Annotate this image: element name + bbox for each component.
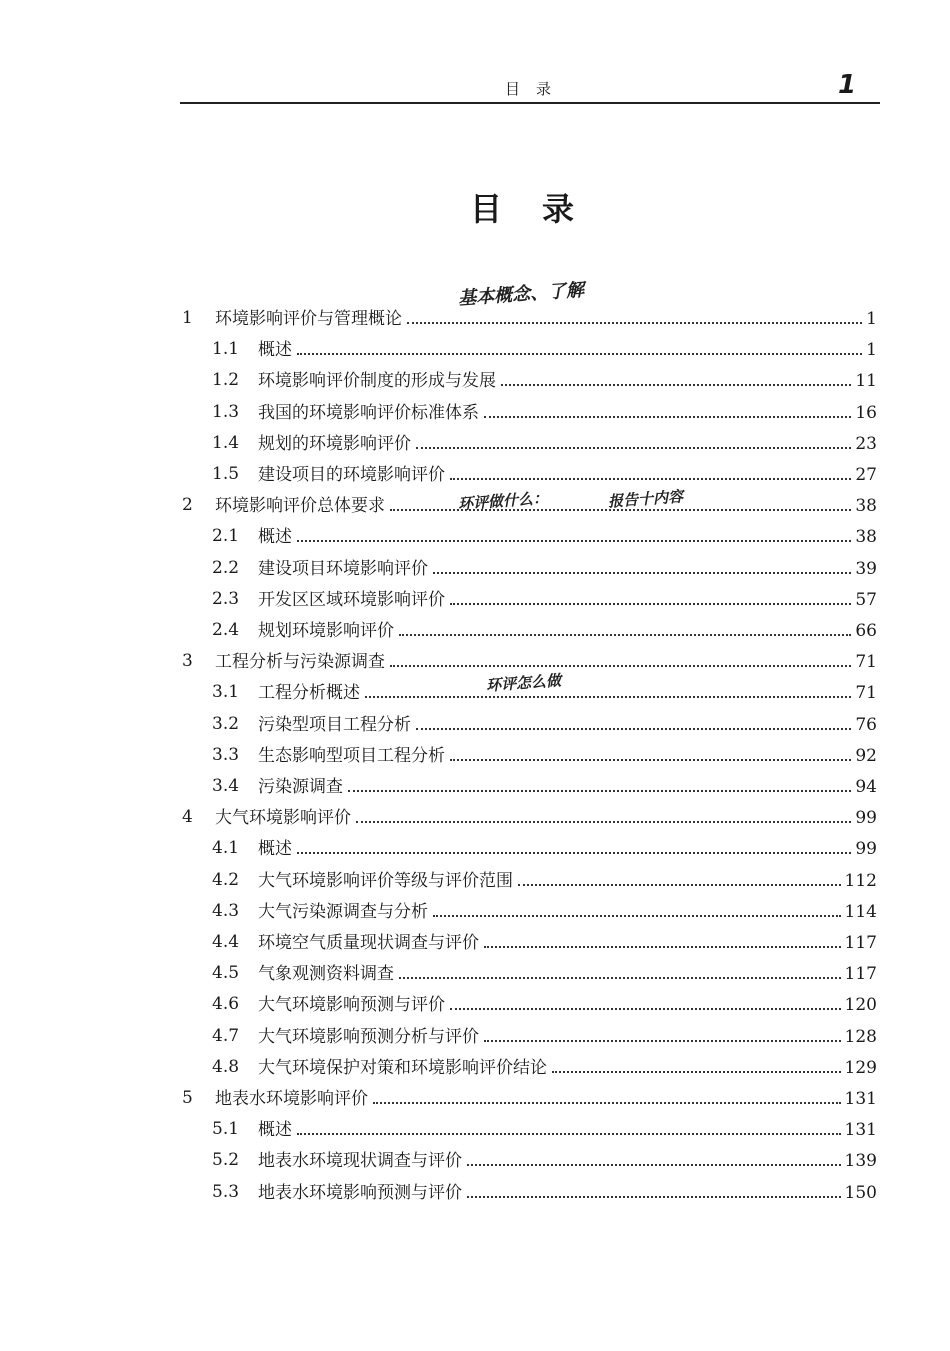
page-title: 目录 [470,190,615,228]
toc-entry-number: 2.3 [212,588,240,609]
toc-page-number: 27 [855,465,877,485]
toc-entry-number: 1.5 [212,464,240,484]
toc-entry-number: 5.2 [212,1150,240,1171]
toc-page-number: 66 [855,621,877,641]
toc-page-number: 71 [855,652,877,673]
toc-page-number: 150 [844,1182,877,1203]
toc-leader-dots [518,866,841,886]
toc-page-number: 92 [855,745,877,766]
toc-leader-dots [501,366,851,386]
toc-entry-title: 地表水环境现状调查与评价 [258,1151,462,1172]
toc-leader-dots [450,585,851,605]
toc-entry-number: 5 [182,1088,193,1108]
toc-chapter-row[interactable] [0,647,950,675]
toc-page-number: 114 [844,901,877,922]
toc-leader-dots [297,335,862,355]
toc-entry-title: 建设项目的环境影响评价 [258,465,445,485]
toc-entry-number: 2.1 [212,526,240,547]
toc-entry-title: 规划环境影响评价 [258,621,394,641]
toc-entry-number: 4.7 [212,1025,240,1046]
toc-entry-number: 1.3 [212,401,240,422]
toc-section-row[interactable] [0,741,950,769]
toc-entry-line [258,1053,877,1082]
toc-entry-line [258,866,877,895]
toc-section-row[interactable] [0,366,950,394]
toc-leader-dots [467,1178,841,1198]
toc-entry-title: 环境影响评价制度的形成与发展 [258,371,496,392]
toc-entry-line [258,522,877,551]
toc-entry-line [258,959,877,988]
toc-entry-number: 1.2 [212,370,240,391]
toc-leader-dots [407,304,862,324]
toc-entry-number: 2.2 [212,557,240,578]
toc-entry-number: 3.1 [212,682,240,703]
toc-entry-title: 工程分析与污染源调查 [215,652,385,673]
toc-entry-title: 大气环境影响评价 [215,808,351,829]
toc-page-number: 38 [855,527,877,548]
toc-entry-title: 概述 [258,340,292,361]
toc-leader-dots [450,741,851,761]
toc-section-row[interactable] [0,834,950,862]
toc-entry-number: 4 [182,807,193,828]
toc-entry-line [258,460,877,489]
toc-page-number: 39 [855,558,877,579]
toc-leader-dots [356,803,851,823]
toc-entry-title: 环境影响评价总体要求 [215,496,385,517]
handwritten-note: 基本概念、了解 [457,279,585,310]
toc-entry-title: 我国的环境影响评价标准体系 [258,402,479,423]
toc-entry-number: 4.2 [212,869,240,890]
toc-leader-dots [297,1115,841,1135]
toc-chapter-row[interactable] [0,1084,950,1112]
toc-entry-title: 规划的环境影响评价 [258,433,411,454]
toc-section-row[interactable] [0,897,950,925]
toc-entry-title: 地表水环境影响评价 [215,1089,368,1109]
toc-section-row[interactable] [0,398,950,426]
toc-page-number: 16 [855,402,877,423]
toc-leader-dots [467,1146,841,1166]
toc-entry-number: 3.4 [212,776,240,796]
toc-page-number: 38 [855,496,877,517]
toc-section-row[interactable] [0,710,950,738]
toc-entry-number: 1.1 [212,339,240,360]
toc-leader-dots [373,1084,841,1104]
toc-entry-line [258,678,877,707]
toc-entry-number: 3.3 [212,744,240,765]
toc-entry-title: 地表水环境影响预测与评价 [258,1182,462,1203]
toc-entry-title: 环境影响评价与管理概论 [215,309,402,329]
toc-entry-line [258,741,877,770]
toc-entry-number: 4.6 [212,994,240,1015]
toc-page-number: 131 [844,1089,877,1109]
toc-entry-line [258,710,877,739]
toc-entry-line [258,990,877,1019]
toc-entry-number: 4.4 [212,932,240,952]
toc-section-row[interactable] [0,460,950,488]
toc-entry-line [258,834,877,863]
toc-entry-title: 生态影响型项目工程分析 [258,745,445,766]
toc-leader-dots [552,1053,841,1073]
toc-entry-title: 大气环境影响评价等级与评价范围 [258,870,513,891]
toc-section-row[interactable] [0,1146,950,1174]
toc-entry-number: 5.1 [212,1119,240,1140]
toc-page-number: 94 [855,777,877,797]
toc-page-number: 1 [866,309,877,329]
toc-entry-title: 概述 [258,527,292,548]
toc-page-number: 1 [866,340,877,361]
toc-page-number: 139 [844,1151,877,1172]
toc-section-row[interactable] [0,429,950,457]
toc-entry-title: 大气污染源调查与分析 [258,901,428,922]
toc-entry-number: 4.3 [212,900,240,921]
toc-section-row[interactable] [0,772,950,800]
toc-section-row[interactable] [0,678,950,706]
toc-entry-line [258,429,877,458]
toc-page-number: 131 [844,1120,877,1141]
toc-page-number: 11 [855,371,877,392]
toc-entry-line [258,585,877,614]
toc-section-row[interactable] [0,1115,950,1143]
toc-section-row[interactable] [0,928,950,956]
toc-section-row[interactable] [0,1053,950,1081]
toc-entry-number: 5.3 [212,1181,240,1202]
toc-entry-title: 环境空气质量现状调查与评价 [258,933,479,953]
toc-entry-title: 概述 [258,839,292,860]
toc-section-row[interactable] [0,335,950,363]
toc-entry-line [258,928,877,957]
toc-entry-number: 4.8 [212,1056,240,1077]
toc-section-row[interactable] [0,866,950,894]
toc-leader-dots [399,959,841,979]
toc-entry-number: 3 [182,651,193,672]
toc-entry-number: 2.4 [212,620,240,640]
toc-leader-dots [484,1022,841,1042]
toc-entry-line [258,897,877,926]
toc-page-number: 128 [844,1026,877,1047]
toc-entry-title: 大气环境保护对策和环境影响评价结论 [258,1057,547,1078]
toc-leader-dots [416,710,851,730]
toc-entry-line [215,491,877,520]
toc-entry-title: 开发区区域环境影响评价 [258,589,445,610]
toc-entry-line [258,772,877,801]
toc-section-row[interactable] [0,616,950,644]
toc-entry-line [258,335,877,364]
toc-leader-dots [348,772,851,792]
toc-page-number: 129 [844,1057,877,1078]
toc-entry-line [258,366,877,395]
toc-entry-number: 4.5 [212,963,240,984]
toc-leader-dots [450,460,851,480]
toc-page-number: 99 [855,839,877,860]
toc-leader-dots [433,897,841,917]
toc-entry-title: 大气环境影响预测与评价 [258,995,445,1016]
toc-leader-dots [484,398,851,418]
toc-entry-line [258,1115,877,1144]
toc-page-number: 57 [855,589,877,610]
toc-section-row[interactable] [0,554,950,582]
toc-leader-dots [365,678,851,698]
toc-page-number: 76 [855,714,877,735]
toc-entry-line [215,647,877,676]
toc-entry-title: 概述 [258,1120,292,1141]
toc-chapter-row[interactable] [0,304,950,332]
toc-leader-dots [416,429,851,449]
toc-leader-dots [390,491,851,511]
toc-page-number: 117 [844,933,877,953]
toc-entry-line [215,803,877,832]
toc-entry-line [215,304,877,333]
toc-entry-title: 大气环境影响预测分析与评价 [258,1026,479,1047]
running-title: 目录 [505,80,568,98]
toc-entry-title: 气象观测资料调查 [258,964,394,985]
toc-leader-dots [450,990,841,1010]
toc-chapter-row[interactable] [0,803,950,831]
toc-page-number: 112 [844,870,877,891]
toc-entry-line [258,554,877,583]
toc-section-row[interactable] [0,959,950,987]
toc-section-row[interactable] [0,585,950,613]
page-number: 1 [838,70,857,100]
toc-entry-line [258,1022,877,1051]
toc-entry-line [258,616,877,645]
toc-page-number: 71 [855,683,877,704]
toc-entry-title: 污染型项目工程分析 [258,714,411,735]
toc-leader-dots [399,616,851,636]
toc-entry-line [215,1084,877,1113]
toc-entry-number: 1 [182,308,193,328]
toc-leader-dots [297,522,851,542]
toc-leader-dots [484,928,841,948]
toc-leader-dots [297,834,851,854]
toc-leader-dots [390,647,851,667]
toc-entry-line [258,1178,877,1207]
toc-entry-title: 建设项目环境影响评价 [258,558,428,579]
toc-chapter-row[interactable] [0,491,950,519]
toc-entry-line [258,398,877,427]
toc-page-number: 23 [855,433,877,454]
toc-entry-number: 1.4 [212,432,240,453]
toc-entry-line [258,1146,877,1175]
toc-entry-number: 2 [182,495,193,516]
toc-entry-title: 污染源调查 [258,777,343,797]
toc-entry-number: 3.2 [212,713,240,734]
toc-section-row[interactable] [0,1022,950,1050]
handwritten-note: 环评怎么做 [485,671,562,695]
toc-section-row[interactable] [0,990,950,1018]
toc-leader-dots [433,554,851,574]
handwritten-note: 环评做什么： [457,488,549,514]
toc-page-number: 117 [844,964,877,985]
toc-entry-title: 工程分析概述 [258,683,360,704]
toc-section-row[interactable] [0,1178,950,1206]
toc-page-number: 120 [844,995,877,1016]
toc-entry-number: 4.1 [212,838,240,859]
toc-section-row[interactable] [0,522,950,550]
toc-page-number: 99 [855,808,877,829]
handwritten-note: 报告十内容 [607,487,684,511]
